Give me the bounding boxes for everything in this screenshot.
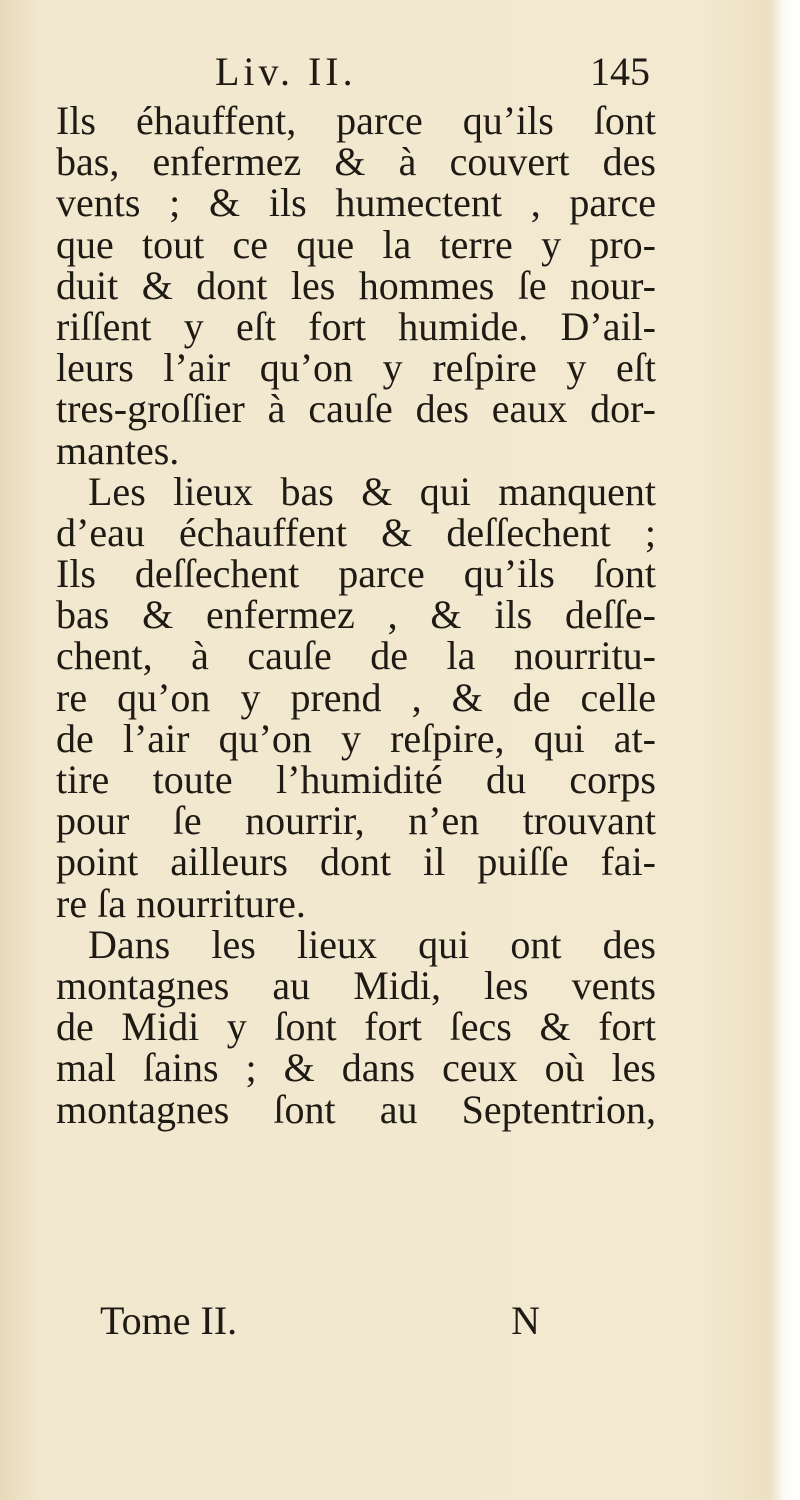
text-line: leurs l’air qu’on y reſpire y eſt: [56, 345, 656, 391]
text-line: Ils deſſechent parce qu’ils ſont: [56, 551, 656, 597]
text-line: de Midi y ſont fort ſecs & fort: [56, 1004, 656, 1050]
text-line: vents ; & ils humectent , parce: [56, 180, 656, 226]
text-line: pour ſe nourrir, n’en trouvant: [56, 798, 656, 844]
running-title: Liv. II.: [215, 49, 357, 94]
text-line: mal ſains ; & dans ceux où les: [56, 1045, 656, 1091]
text-line: de l’air qu’on y reſpire, qui at-: [56, 715, 656, 761]
text-line: tire toute l’humidité du corps: [56, 757, 656, 802]
signature-mark: N: [511, 1298, 540, 1343]
text-line: montagnes au Midi, les vents: [56, 962, 656, 1008]
text-line: d’eau échauffent & deſſechent ;: [56, 509, 656, 555]
text-line: re ſa nourriture.: [56, 880, 306, 926]
text-line: bas & enfermez , & ils deſſe-: [56, 592, 656, 638]
running-head: [60, 44, 650, 100]
text-line: bas, enfermez & à couvert des: [56, 139, 656, 185]
text-line: mantes.: [56, 427, 180, 473]
paragraph-start-line: Les lieux bas & qui manquent: [88, 468, 656, 514]
page-edge: [778, 0, 800, 1500]
text-line: tres-groſſier à cauſe des eaux dor-: [56, 386, 656, 432]
text-line: Ils éhauffent, parce qu’ils ſont: [56, 98, 656, 143]
text-line: re qu’on y prend , & de celle: [56, 674, 656, 720]
page-number: 145: [590, 49, 650, 94]
text-line: montagnes ſont au Septentrion,: [56, 1086, 656, 1132]
text-line: point ailleurs dont il puiſſe fai-: [56, 839, 656, 885]
text-line: chent, à cauſe de la nourritu-: [56, 633, 656, 679]
volume-label: Tome II.: [100, 1298, 238, 1343]
text-line: que tout ce que la terre y pro-: [56, 221, 656, 267]
text-line: riſſent y eſt fort humide. D’ail-: [56, 303, 656, 349]
paragraph-start-line: Dans les lieux qui ont des: [88, 921, 656, 967]
body-text: [56, 100, 656, 1130]
text-line: duit & dont les hommes ſe nour-: [56, 262, 656, 308]
page-footer: [100, 1296, 540, 1346]
